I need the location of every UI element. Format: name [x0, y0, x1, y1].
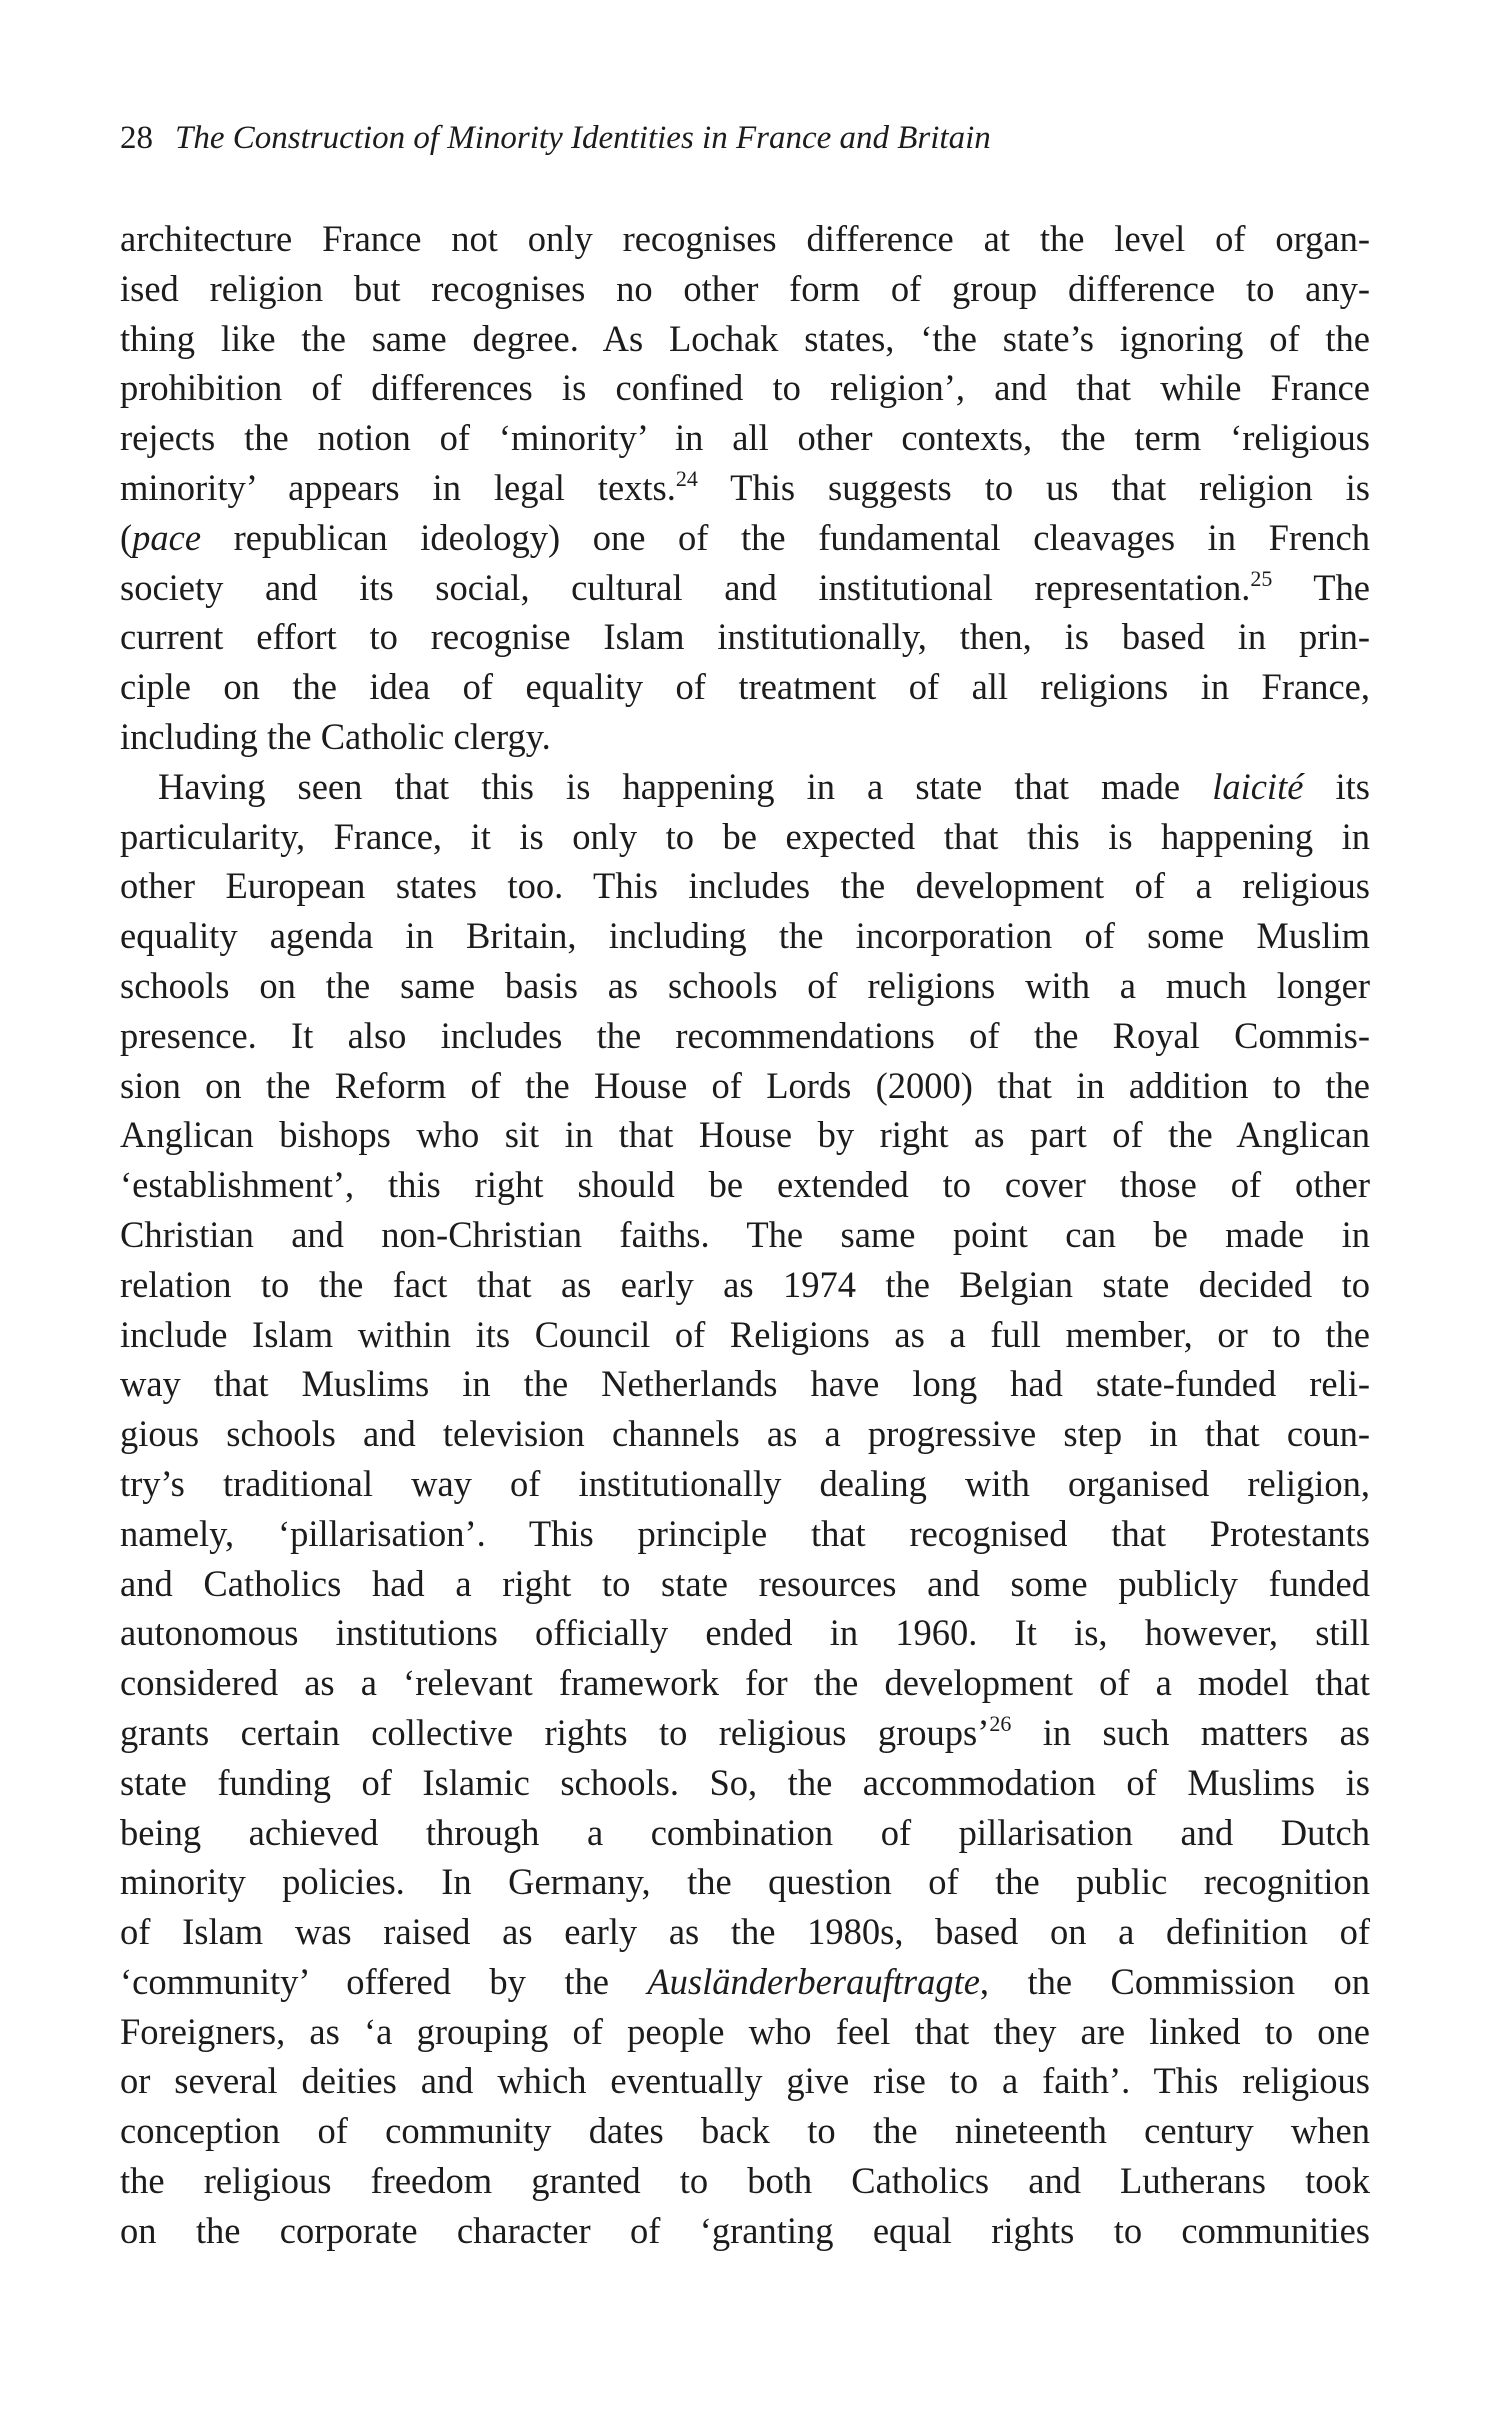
text-line	[120, 1708, 1370, 1758]
text-line: architecture France not only recognises difference at the level of organ-	[120, 218, 1370, 259]
text-line: prohibition of differences is confined to religion’, and that while France	[120, 367, 1370, 409]
text-segment: minority’ appears in legal texts.	[120, 466, 676, 508]
text-line: current effort to recognise Islam institutionally, then, is based in prin-	[120, 616, 1370, 658]
text-line: particularity, France, it is only to be expected that this is happening in	[120, 815, 1370, 857]
text-segment: in such matters as	[1011, 1711, 1370, 1753]
text-line: way that Muslims in the Netherlands have long had state-funded reli-	[120, 1363, 1370, 1405]
text-line	[120, 1957, 1370, 2007]
text-segment: society and its social, cultural and institutional representation.	[120, 566, 1251, 608]
text-line	[120, 463, 1370, 513]
text-segment: ‘community’ offered by the	[120, 1960, 648, 2002]
text-line: Anglican bishops who sit in that House by right as part of the Anglican	[120, 1114, 1370, 1156]
text-segment: This suggests to us that religion is	[697, 466, 1371, 508]
text-line: presence. It also includes the recommendations of the Royal Commis-	[120, 1014, 1370, 1056]
text-segment: (	[120, 516, 133, 558]
footnote-ref-26: 26	[989, 1710, 1012, 1736]
text-line: and Catholics had a right to state resources and some publicly funded	[120, 1562, 1370, 1604]
text-line: try’s traditional way of institutionally dealing with organised religion,	[120, 1462, 1370, 1504]
text-line: ‘establishment’, this right should be extended to cover those of other	[120, 1164, 1370, 1206]
paragraph-2	[120, 762, 1370, 2256]
text-line: gious schools and television channels as a progressive step in that coun-	[120, 1413, 1370, 1455]
text-line: minority policies. In Germany, the question of the public recognition	[120, 1861, 1370, 1903]
text-segment: The	[1272, 566, 1370, 608]
text-line: including the Catholic clergy.	[120, 715, 551, 757]
text-line: state funding of Islamic schools. So, the accommodation of Muslims is	[120, 1761, 1370, 1803]
text-segment: , the Commission on	[979, 1960, 1370, 2002]
text-line: autonomous institutions officially ended in 1960. It is, however, still	[120, 1612, 1370, 1654]
text-line: the religious freedom granted to both Catholics and Lutherans took	[120, 2160, 1370, 2202]
italic-term: laicité	[1212, 765, 1304, 807]
text-line: include Islam within its Council of Religions as a full member, or to the	[120, 1313, 1370, 1355]
running-head	[120, 118, 1370, 158]
text-line: Christian and non-Christian faiths. The same point can be made in	[120, 1213, 1370, 1255]
text-line: or several deities and which eventually give rise to a faith’. This religious	[120, 2060, 1370, 2102]
book-title: The Construction of Minority Identities in France and Britain	[175, 120, 991, 156]
text-segment: its	[1303, 765, 1370, 807]
text-line: being achieved through a combination of pillarisation and Dutch	[120, 1811, 1370, 1853]
body-text	[120, 214, 1370, 2256]
italic-term: pace	[132, 516, 202, 558]
text-line: on the corporate character of ‘granting equal rights to communities	[120, 2209, 1370, 2251]
text-line: rejects the notion of ‘minority’ in all other contexts, the term ‘religious	[120, 417, 1370, 459]
text-line: conception of community dates back to the nineteenth century when	[120, 2110, 1370, 2152]
text-line: sion on the Reform of the House of Lords (2000) that in addition to the	[120, 1064, 1370, 1106]
text-segment: republican ideology) one of the fundamental cleavages in French	[201, 516, 1370, 558]
text-segment: grants certain collective rights to religious groups’	[120, 1711, 990, 1753]
text-line	[120, 513, 1370, 563]
paragraph-1	[120, 214, 1370, 762]
text-line	[120, 762, 1370, 812]
text-line: other European states too. This includes the development of a religious	[120, 865, 1370, 907]
text-line: ised religion but recognises no other form of group difference to any-	[120, 267, 1370, 309]
text-line: of Islam was raised as early as the 1980s, based on a definition of	[120, 1911, 1370, 1953]
text-line: thing like the same degree. As Lochak states, ‘the state’s ignoring of the	[120, 317, 1370, 359]
page-number: 28	[120, 120, 153, 156]
footnote-ref-24: 24	[675, 465, 698, 491]
text-line	[120, 563, 1370, 613]
text-line: ciple on the idea of equality of treatment of all religions in France,	[120, 666, 1370, 708]
footnote-ref-25: 25	[1250, 565, 1273, 591]
text-line: Foreigners, as ‘a grouping of people who feel that they are linked to one	[120, 2010, 1370, 2052]
text-line: considered as a ‘relevant framework for the development of a model that	[120, 1662, 1370, 1704]
text-line: relation to the fact that as early as 1974 the Belgian state decided to	[120, 1263, 1370, 1305]
text-line: equality agenda in Britain, including the incorporation of some Muslim	[120, 915, 1370, 957]
italic-term: Ausländerberauftragte	[647, 1960, 980, 2002]
text-segment: Having seen that this is happening in a state that made	[158, 765, 1213, 807]
text-line: namely, ‘pillarisation’. This principle that recognised that Protestants	[120, 1512, 1370, 1554]
text-line: schools on the same basis as schools of religions with a much longer	[120, 964, 1370, 1006]
